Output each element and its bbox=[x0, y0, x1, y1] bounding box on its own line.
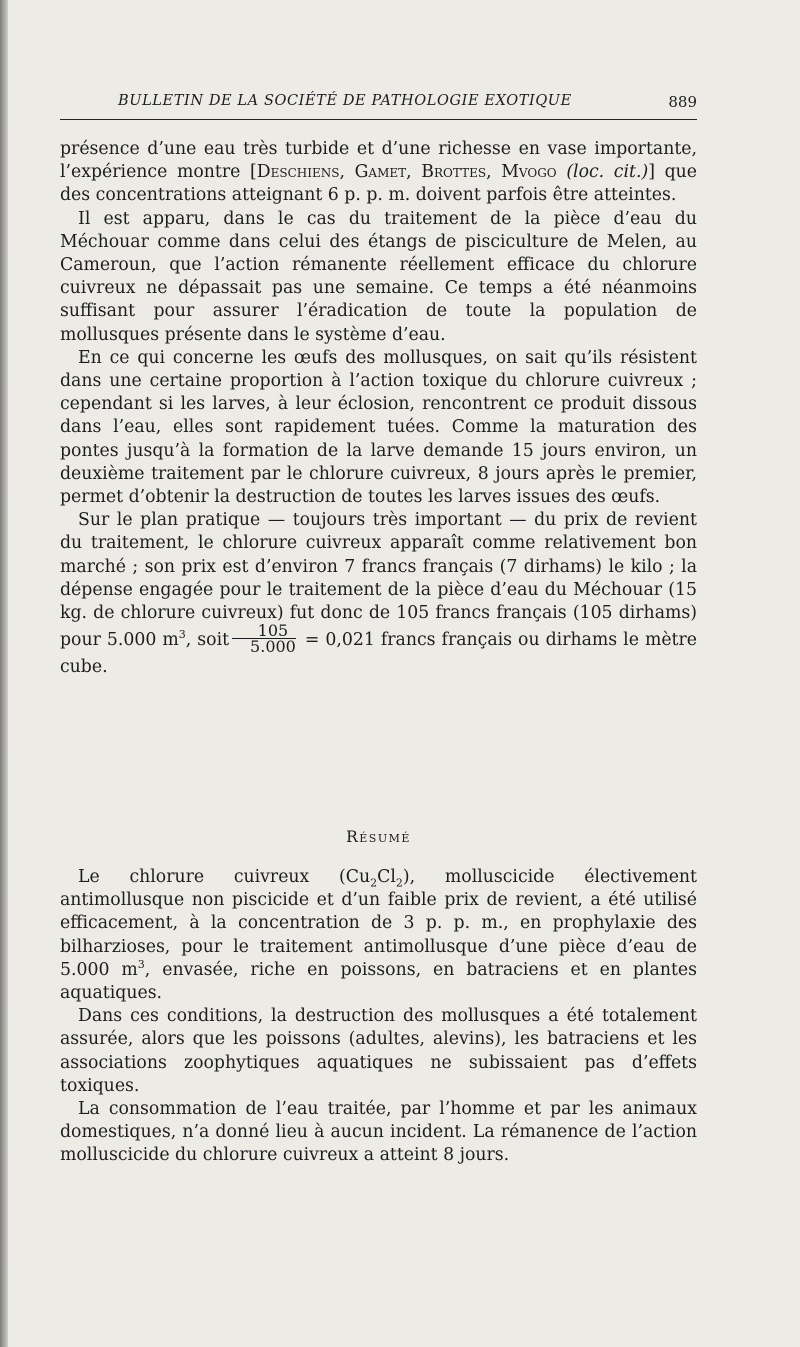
resume-section bbox=[60, 866, 697, 1168]
page-number: 889 bbox=[668, 93, 697, 111]
sep: , bbox=[406, 162, 422, 183]
superscript: 3 bbox=[137, 958, 145, 972]
paragraph-3: En ce qui concerne les œufs des mollusques, on sait qu’ils résistent dans une certaine proportion à l’action toxique du chlorure cuivreux ; cependant si les larves, à leur éclosion, rencontrent ce produit dissous dans l’eau, elles sont rapidement tuées. Comme la maturation des pontes jusqu’à la formation de la larve demande 15 jours environ, un deuxième traitement par le chlorure cuivreux, 8 jours après le premier, permet d’obtenir la destruction de toutes les larves issues des œufs. bbox=[60, 347, 697, 508]
running-head bbox=[60, 93, 697, 120]
paragraph-2: Il est apparu, dans le cas du traitement de la pièce d’eau du Méchouar comme dans celui des étangs de pisciculture de Melen, au Cameroun, que l’action rémanente réellement efficace du chlorure cuivreux ne dépassait pas une semaine. Ce temps a été néanmoins suffisant pour assurer l’éradication de toute la population de mollusques présente dans le système d’eau. bbox=[60, 208, 697, 345]
sep: , bbox=[339, 162, 355, 183]
citation-loc-cit: (loc. cit.) bbox=[566, 162, 649, 183]
fraction-denominator: 5.000 bbox=[250, 637, 296, 657]
page-edge bbox=[0, 0, 8, 1347]
resume-paragraph-1 bbox=[60, 866, 697, 1005]
fraction-numerator: 105 bbox=[232, 623, 296, 639]
subscript: 2 bbox=[370, 876, 378, 890]
resume-paragraph-2: Dans ces conditions, la destruction des mollusques a été totalement assurée, alors que les poissons (adultes, alevins), les batraciens et les associations zoophytiques aquatiques ne subissaient pas d’effets toxiques. bbox=[60, 1006, 697, 1096]
resume-p1-text-c: ), molluscicide électivement antimollusque non piscicide et d’un faible prix de revient, a été utilisé efficacement, à la concentration de 3 p. p. m., en prophylaxie des bilharzioses, pour le traitement antimollusque d’une pièce d’eau de 5.000 m bbox=[60, 867, 698, 980]
para1-text-a: présence d’une eau très turbide et d’une richesse en vase importante, l’expérience montre [ bbox=[60, 139, 697, 183]
resume-heading: Résumé bbox=[346, 828, 411, 846]
running-title: BULLETIN DE LA SOCIÉTÉ DE PATHOLOGIE EXOTIQUE bbox=[118, 93, 572, 109]
resume-p1-text-d: , envasée, riche en poissons, en batraciens et en plantes aquatiques. bbox=[60, 959, 697, 1004]
author-brottes: Brottes bbox=[421, 162, 487, 183]
body-text bbox=[60, 138, 697, 679]
fraction bbox=[232, 621, 296, 657]
sep bbox=[557, 162, 567, 182]
author-deschiens: Deschiens bbox=[256, 162, 340, 183]
para4-text-b: , soit bbox=[185, 630, 230, 651]
paragraph-1 bbox=[60, 138, 697, 208]
sep: , bbox=[486, 162, 502, 183]
para1-text-b: ] que des concentrations atteignant 6 p. p. m. doivent parfois être atteintes. bbox=[60, 162, 698, 206]
para4-text-c: = 0,021 francs français ou dirhams le mètre cube. bbox=[60, 630, 697, 678]
resume-p1-text-b: Cl bbox=[377, 867, 396, 887]
resume-p1-text-a: Le chlorure cuivreux (Cu bbox=[78, 867, 371, 887]
superscript: 3 bbox=[178, 628, 186, 642]
author-mvogo: Mvogo bbox=[501, 162, 557, 183]
paragraph-4 bbox=[60, 509, 697, 679]
author-gamet: Gamet bbox=[354, 162, 407, 183]
resume-paragraph-3: La consommation de l’eau traitée, par l’homme et par les animaux domestiques, n’a donné lieu à aucun incident. La rémanence de l’action molluscicide du chlorure cuivreux a atteint 8 jours. bbox=[60, 1099, 697, 1166]
para4-text-a: Sur le plan pratique — toujours très important — du prix de revient du traitement, le chlorure cuivreux apparaît comme relativement bon marché ; son prix est d’environ 7 francs français (7 dirhams) le kilo ; la dépense engagée pour le traitement de la pièce d’eau du Méchouar (15 kg. de chlorure cuivreux) fut donc de 105 francs français (105 dirhams) pour 5.000 m bbox=[60, 510, 697, 651]
subscript: 2 bbox=[395, 876, 403, 890]
